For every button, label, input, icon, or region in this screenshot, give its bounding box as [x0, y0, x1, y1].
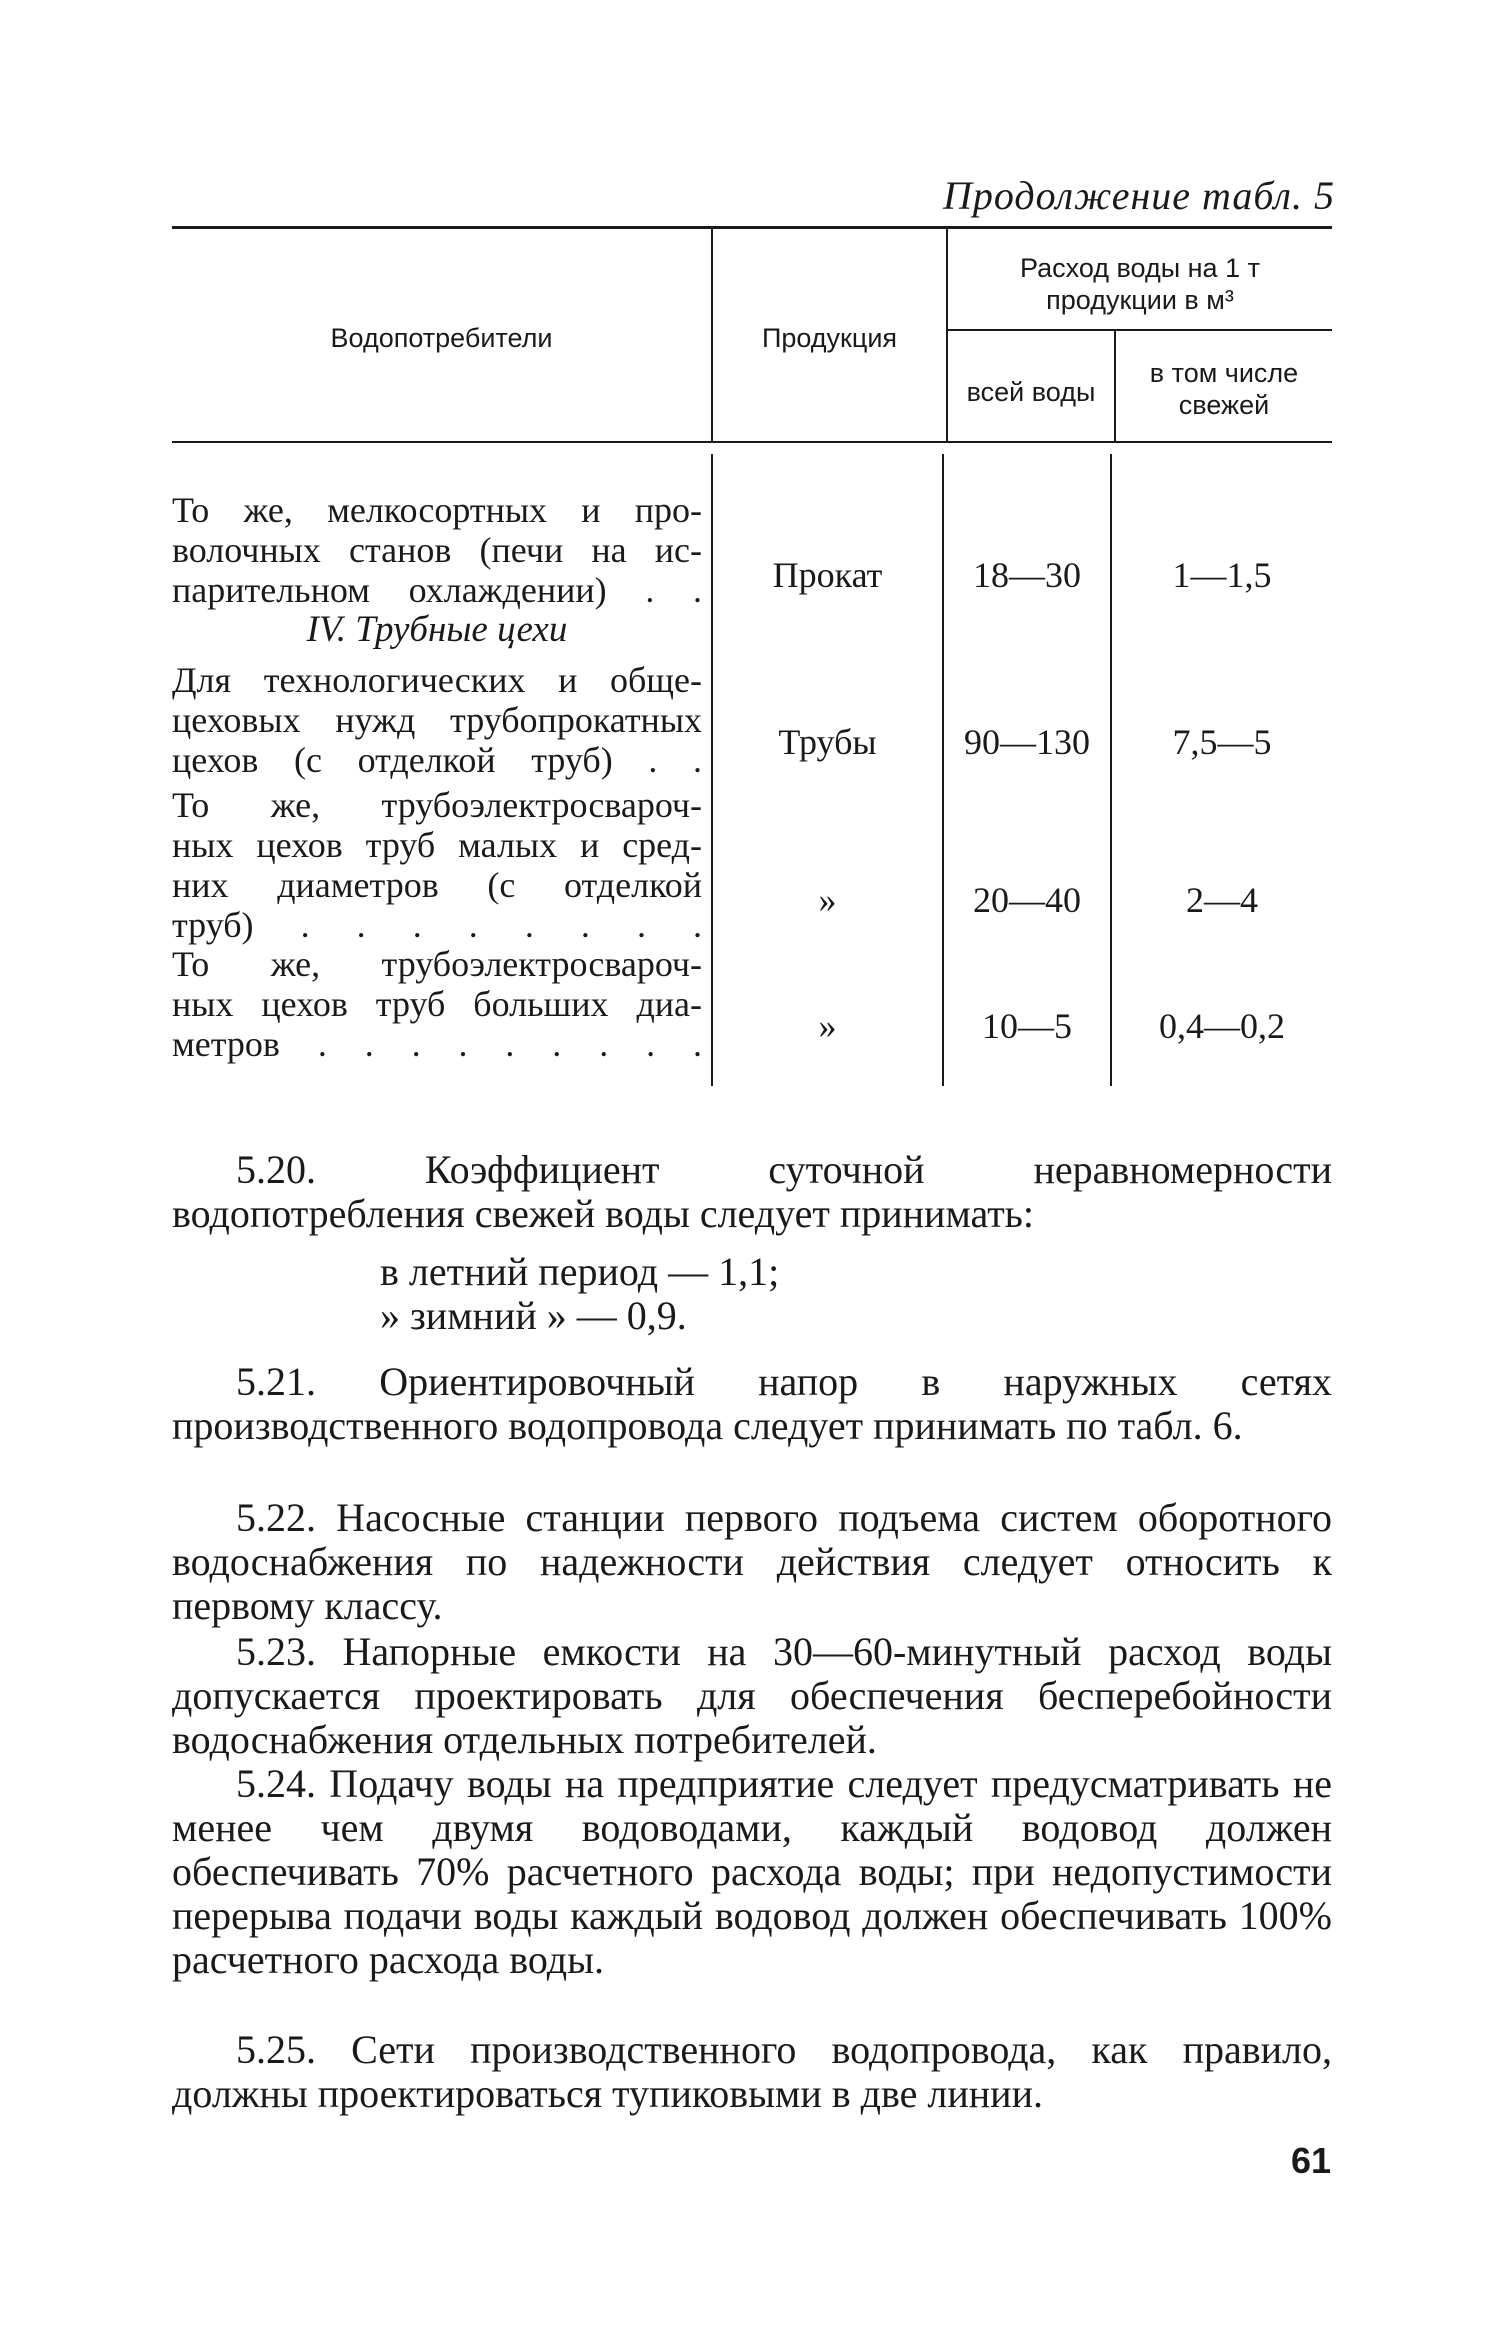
- row-1-consumer: То же, мелкосортных и про- волочных станов (печи на ис- парительном охлаждении) . .: [172, 490, 702, 610]
- header-total-water: всей воды: [966, 377, 1096, 407]
- page-number: 61: [1290, 2140, 1331, 2181]
- header-consumers: Водопотребители: [330, 323, 553, 353]
- row-2-fresh: 7,5—5: [1172, 722, 1272, 762]
- paragraph-5-22: 5.22. Насосные станции первого подъема систем оборотного водоснабжения по надежности действия следует относить к первому классу.: [172, 1495, 1332, 1628]
- row-2-consumer: Для технологических и обще- цеховых нужд трубопрокатных цехов (с отделкой труб) . .: [172, 660, 702, 780]
- header-product: Продукция: [761, 323, 898, 353]
- row-4-fresh: 0,4—0,2: [1159, 1006, 1285, 1046]
- header-divider-2: [946, 228, 948, 441]
- paragraph-5-24: 5.24. Подачу воды на предприятие следует предусматривать не менее чем двумя водоводами, каждый водовод должен обеспечивать 70% расчетного расхода воды; при недопустимости перерыва подачи воды каждый водовод должен обеспечивать 100% расчетного расхода воды.: [172, 1761, 1332, 1982]
- row-4-total: 10—5: [982, 1006, 1072, 1046]
- row-3-total: 20—40: [973, 880, 1081, 920]
- table-caption: Продолжение табл. 5: [942, 173, 1335, 218]
- header-bottom-rule: [172, 441, 1332, 443]
- row-1-fresh: 1—1,5: [1172, 555, 1272, 595]
- row-4-consumer: То же, трубоэлектросвароч- ных цехов труб больших диа- метров . . . . . . . . .: [172, 944, 702, 1064]
- row-3-fresh: 2—4: [1186, 880, 1258, 920]
- coefficient-summer: в летний период — 1,1;: [380, 1249, 780, 1294]
- header-fresh-water: в том числе свежей: [1149, 358, 1299, 421]
- header-consumption-group: Расход воды на 1 т продукции в м³: [1020, 253, 1260, 316]
- paragraph-5-23: 5.23. Напорные емкости на 30—60-минутный расход воды допускается проектировать для обеспечения бесперебойности водоснабжения отдельных потребителей.: [172, 1629, 1332, 1762]
- section-heading: IV. Трубные цехи: [306, 609, 568, 650]
- row-2-total: 90—130: [964, 722, 1090, 762]
- row-3-consumer: То же, трубоэлектросвароч- ных цехов труб малых и сред- них диаметров (с отделкой труб) . . . . . . . .: [172, 785, 702, 945]
- body-divider-3: [1110, 454, 1112, 1086]
- body-divider-2: [942, 454, 944, 1086]
- row-1-product: Прокат: [772, 555, 883, 595]
- body-divider-1: [711, 454, 713, 1086]
- row-2-product: Трубы: [778, 722, 877, 762]
- row-1-total: 18—30: [973, 555, 1081, 595]
- row-4-product: »: [818, 1006, 837, 1046]
- subheader-rule: [948, 329, 1332, 331]
- coefficient-winter: » зимний » — 0,9.: [380, 1293, 687, 1338]
- paragraph-5-25: 5.25. Сети производственного водопровода, как правило, должны проектироваться тупиковыми в две линии.: [172, 2027, 1332, 2116]
- paragraph-5-21: 5.21. Ориентировочный напор в наружных сетях производственного водопровода следует принимать по табл. 6.: [172, 1359, 1332, 1448]
- paragraph-5-20: 5.20. Коэффициент суточной неравномерности водопотребления свежей воды следует принимать:: [172, 1147, 1332, 1236]
- row-3-product: »: [818, 880, 837, 920]
- table-top-rule: [172, 226, 1332, 229]
